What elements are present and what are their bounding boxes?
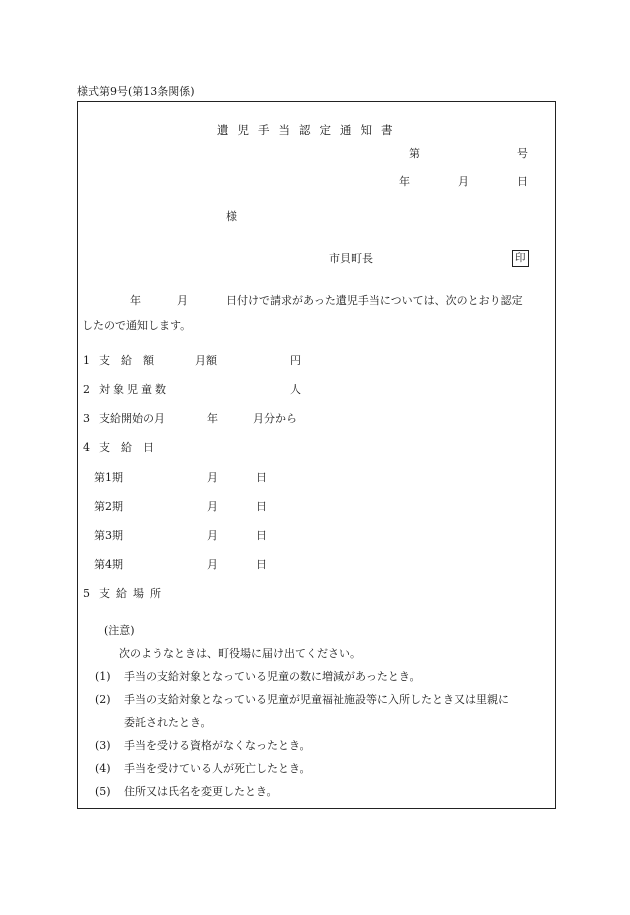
item-1-sublabel: 月額 bbox=[195, 354, 217, 367]
period-label: 第4期 bbox=[94, 558, 123, 571]
item-4-label: 支 給 日 bbox=[99, 441, 154, 454]
period-day: 日 bbox=[256, 529, 267, 542]
note-5-number: (5) bbox=[95, 785, 111, 798]
item-3-rest: 月分から bbox=[253, 412, 297, 425]
item-1-unit: 円 bbox=[290, 354, 301, 367]
item-3-label: 支給開始の月 bbox=[99, 412, 165, 425]
addressee-suffix: 様 bbox=[226, 210, 237, 223]
period-day: 日 bbox=[256, 471, 267, 484]
issuer-name: 市貝町長 bbox=[329, 252, 373, 265]
period-month: 月 bbox=[207, 500, 218, 513]
period-month: 月 bbox=[207, 529, 218, 542]
note-2-number: (2) bbox=[95, 693, 111, 706]
notes-intro: 次のようなときは、町役場に届け出てください。 bbox=[119, 647, 361, 660]
note-1-text: 手当の支給対象となっている児童の数に増減があったとき。 bbox=[124, 670, 421, 683]
form-number-label: 様式第9号(第13条関係) bbox=[77, 85, 195, 98]
note-5-text: 住所又は氏名を変更したとき。 bbox=[124, 785, 278, 798]
body-line1: 日付けで請求があった遺児手当については、次のとおり認定 bbox=[226, 294, 523, 307]
body-line2: したので通知します。 bbox=[82, 319, 192, 332]
period-label: 第3期 bbox=[94, 529, 123, 542]
note-4-number: (4) bbox=[95, 762, 111, 775]
notes-heading: (注意) bbox=[104, 624, 135, 637]
item-2-unit: 人 bbox=[290, 383, 301, 396]
period-label: 第1期 bbox=[94, 471, 123, 484]
item-3-year: 年 bbox=[207, 412, 218, 425]
document-title: 遺児手当認定通知書 bbox=[217, 123, 402, 137]
note-1-number: (1) bbox=[95, 670, 111, 683]
number-prefix: 第 bbox=[409, 147, 420, 160]
item-1-number: 1 bbox=[83, 354, 90, 367]
note-2-continuation: 委託されたとき。 bbox=[124, 716, 212, 729]
date-day: 日 bbox=[517, 175, 528, 188]
body-month: 月 bbox=[177, 294, 188, 307]
item-3-number: 3 bbox=[83, 412, 90, 425]
period-day: 日 bbox=[256, 500, 267, 513]
date-year: 年 bbox=[399, 175, 410, 188]
body-year: 年 bbox=[130, 294, 141, 307]
item-2-number: 2 bbox=[83, 383, 90, 396]
seal-mark: 印 bbox=[512, 250, 529, 267]
period-month: 月 bbox=[207, 558, 218, 571]
period-day: 日 bbox=[256, 558, 267, 571]
item-1-label: 支 給 額 bbox=[99, 354, 154, 367]
note-2-text: 手当の支給対象となっている児童が児童福祉施設等に入所したとき又は里親に bbox=[124, 693, 509, 706]
note-4-text: 手当を受けている人が死亡したとき。 bbox=[124, 762, 311, 775]
note-3-number: (3) bbox=[95, 739, 111, 752]
period-label: 第2期 bbox=[94, 500, 123, 513]
item-4-number: 4 bbox=[83, 441, 90, 454]
item-5-number: 5 bbox=[83, 587, 90, 600]
item-5-label: 支給場所 bbox=[99, 587, 167, 600]
number-suffix: 号 bbox=[517, 147, 528, 160]
note-3-text: 手当を受ける資格がなくなったとき。 bbox=[124, 739, 311, 752]
item-2-label: 対象児童数 bbox=[99, 383, 169, 396]
date-month: 月 bbox=[458, 175, 469, 188]
period-month: 月 bbox=[207, 471, 218, 484]
